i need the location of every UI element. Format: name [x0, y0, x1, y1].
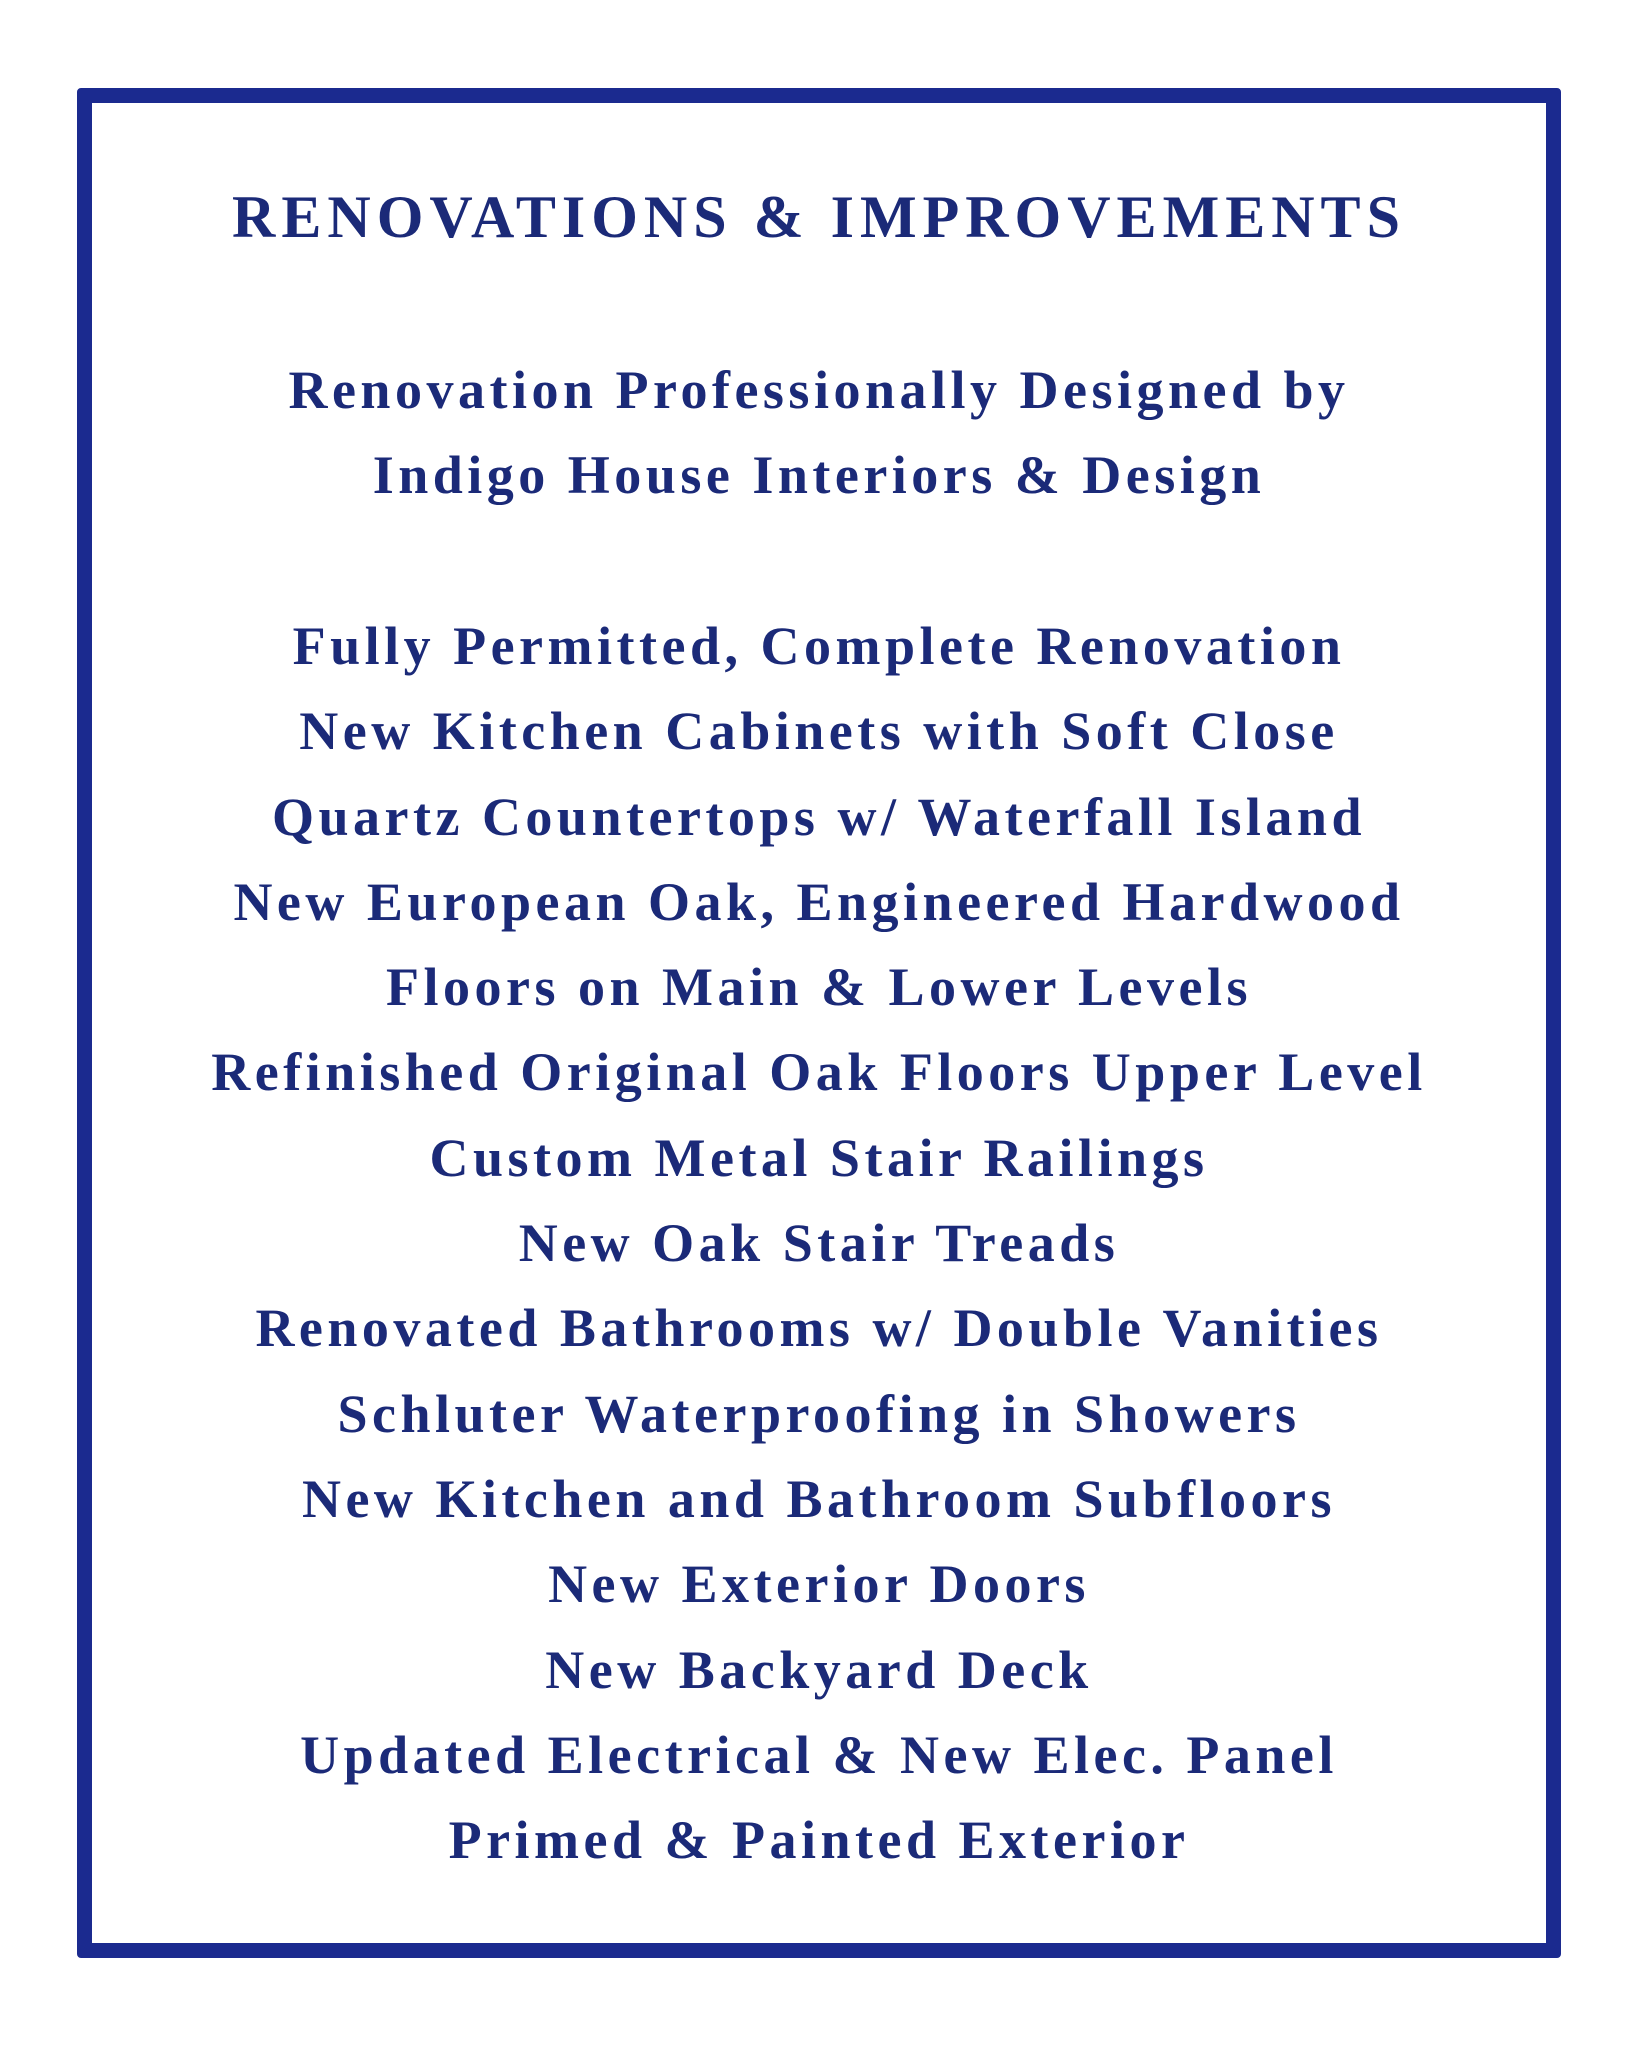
feature-item: New Kitchen and Bathroom Subfloors: [301, 1468, 1337, 1529]
designer-line: Renovation Professionally Designed by: [288, 360, 1350, 420]
feature-item: Refinished Original Oak Floors Upper Level: [211, 1042, 1427, 1103]
feature-item: New Exterior Doors: [548, 1554, 1090, 1615]
feature-item: Floors on Main & Lower Levels: [386, 957, 1252, 1018]
feature-item: Primed & Painted Exterior: [448, 1810, 1190, 1871]
designer-line: Indigo House Interiors & Design: [372, 445, 1266, 506]
feature-item: New Oak Stair Treads: [518, 1213, 1120, 1274]
feature-item: Custom Metal Stair Railings: [429, 1127, 1209, 1188]
features-list: [0, 604, 1638, 1883]
page-title: RENOVATIONS & IMPROVEMENTS: [232, 184, 1406, 250]
feature-item: Fully Permitted, Complete Renovation: [292, 616, 1346, 676]
feature-item: Renovated Bathrooms w/ Double Vanities: [255, 1298, 1383, 1359]
feature-item: New Backyard Deck: [545, 1639, 1093, 1700]
feature-item: New European Oak, Engineered Hardwood: [233, 871, 1405, 932]
feature-item: Schluter Waterproofing in Showers: [337, 1383, 1301, 1444]
feature-item: New Kitchen Cabinets with Soft Close: [299, 701, 1339, 762]
designer-credit: [0, 348, 1638, 519]
feature-item: Updated Electrical & New Elec. Panel: [300, 1724, 1338, 1785]
feature-item: Quartz Countertops w/ Waterfall Island: [271, 786, 1366, 847]
